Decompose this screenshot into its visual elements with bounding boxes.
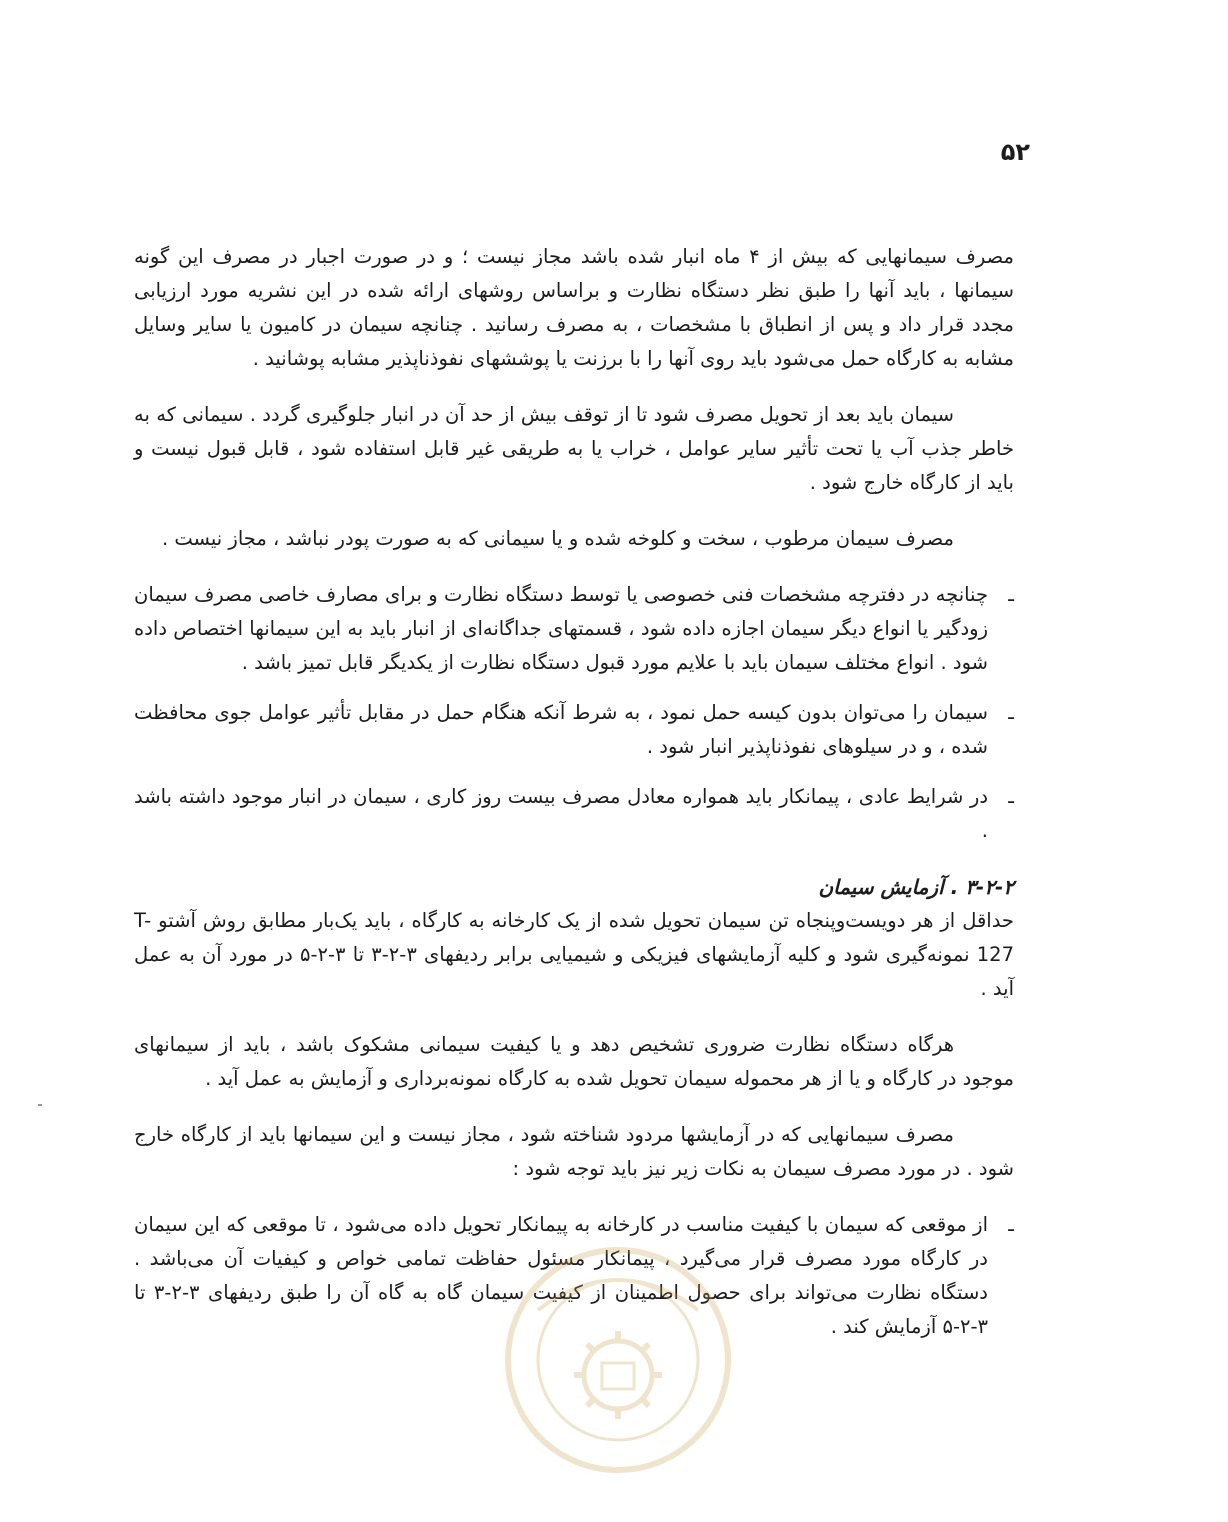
margin-mark — [38, 1104, 42, 1106]
bullet-text: سیمان را می‌توان بدون کیسه حمل نمود ، به شرط آنکه هنگام حمل در مقابل تأثیر عوامل جوی محافظت شده ، و در سیلوهای نفوذناپذیر انبار شود . — [134, 701, 988, 758]
paragraph-damp-cement: مصرف سیمان مرطوب ، سخت و کلوخه شده و یا سیمانی که به صورت پودر نباشد ، مجاز نیست . — [161, 527, 954, 550]
section-heading: ۳-۲-۲ . آزمایش سیمان — [818, 875, 1014, 899]
paragraph-rejected-cement: مصرف سیمانهایی که در آزمایشها مردود شناخته شود ، مجاز نیست و این سیمانها باید از کارگاه خارج شود . در مورد مصرف سیمان به نکات زیر نیز باید توجه شود : — [134, 1123, 1014, 1180]
paragraph-cement-delivery: سیمان باید بعد از تحویل مصرف شود تا از توقف بیش از حد آن در انبار جلوگیری گردد . سیمانی که به خاطر جذب آب یا تحت تأثیر سایر عوامل ، خراب یا به طریقی غیر قابل استفاده شود ، قابل قبول نیست و باید از کارگاه خارج شود . — [134, 403, 1014, 494]
bullet-item-special-cement — [134, 578, 1014, 680]
bullet-text: از موقعی که سیمان با کیفیت مناسب در کارخانه به پیمانکار تحویل داده می‌شود ، تا موقعی که این سیمان در کارگاه مورد مصرف قرار می‌گیرد ، پیمانکار مسئول حفاظت تمامی خواص و کیفیات آن می‌باشد . دستگاه نظارت می‌تواند برای حصول اطمینان از کیفیت سیمان گاه به گاه آن را طبق ردیفهای ۳-۲-۳ تا ۳-۲-۵ آزمایش کند . — [134, 1213, 988, 1338]
bullet-item-bulk-transport — [134, 696, 1014, 764]
bullet-dash: ـ — [1008, 1213, 1014, 1236]
bullet-text: چنانچه در دفترچه مشخصات فنی خصوصی یا توسط دستگاه نظارت و برای مصارف خاصی مصرف سیمان زودگیر یا انواع دیگر سیمان اجازه داده شود ، قسمتهای جداگانه‌ای از انبار باید به این سیمانها اختصاص داده شود . انواع مختلف سیمان باید با علایم مورد قبول دستگاه نظارت از یکدیگر قابل تمیز باشد . — [134, 583, 988, 674]
watermark-seal-icon — [498, 1240, 738, 1480]
paragraph-sampling: حداقل از هر دویست‌وپنجاه تن سیمان تحویل شده از یک کارخانه به کارگاه ، باید یک‌بار مطابق روش آشتو T-127 نمونه‌گیری شود و کلیه آزمایشهای فیزیکی و شیمیایی برابر ردیفهای ۳-۲-۳ تا ۳-۲-۵ در مورد آن به عمل آید . — [134, 909, 1014, 1000]
bullet-dash: ـ — [1008, 785, 1014, 808]
paragraph-supervisor-testing: هرگاه دستگاه نظارت ضروری تشخیص دهد و یا کیفیت سیمانی مشکوک باشد ، باید از سیمانهای موجود در کارگاه و یا از هر محموله سیمان تحویل شده به کارگاه نمونه‌برداری و آزمایش به عمل آید . — [134, 1033, 1014, 1090]
bullet-dash: ـ — [1008, 701, 1014, 724]
bullet-dash: ـ — [1008, 583, 1014, 606]
bullet-text: در شرایط عادی ، پیمانکار باید همواره معادل مصرف بیست روز کاری ، سیمان در انبار موجود داشته باشد . — [134, 785, 988, 842]
bullet-item-stock-requirement — [134, 780, 1014, 848]
page-number: ۵۲ — [1000, 138, 1030, 166]
paragraph-cement-storage: مصرف سیمانهایی که بیش از ۴ ماه انبار شده باشد مجاز نیست ؛ و در صورت اجبار در مصرف این گونه سیمانها ، باید آنها را طبق نظر دستگاه نظارت و براساس روشهای ارائه شده در این نشریه مورد ارزیابی مجدد قرار داد و پس از انطباق با مشخصات ، به مصرف رسانید . چنانچه سیمان در کامیون یا سایر وسایل مشابه به کارگاه حمل می‌شود باید روی آنها را با برزنت یا پوششهای نفوذناپذیر مشابه پوشانید . — [134, 245, 1014, 370]
page-content — [134, 240, 1014, 1360]
